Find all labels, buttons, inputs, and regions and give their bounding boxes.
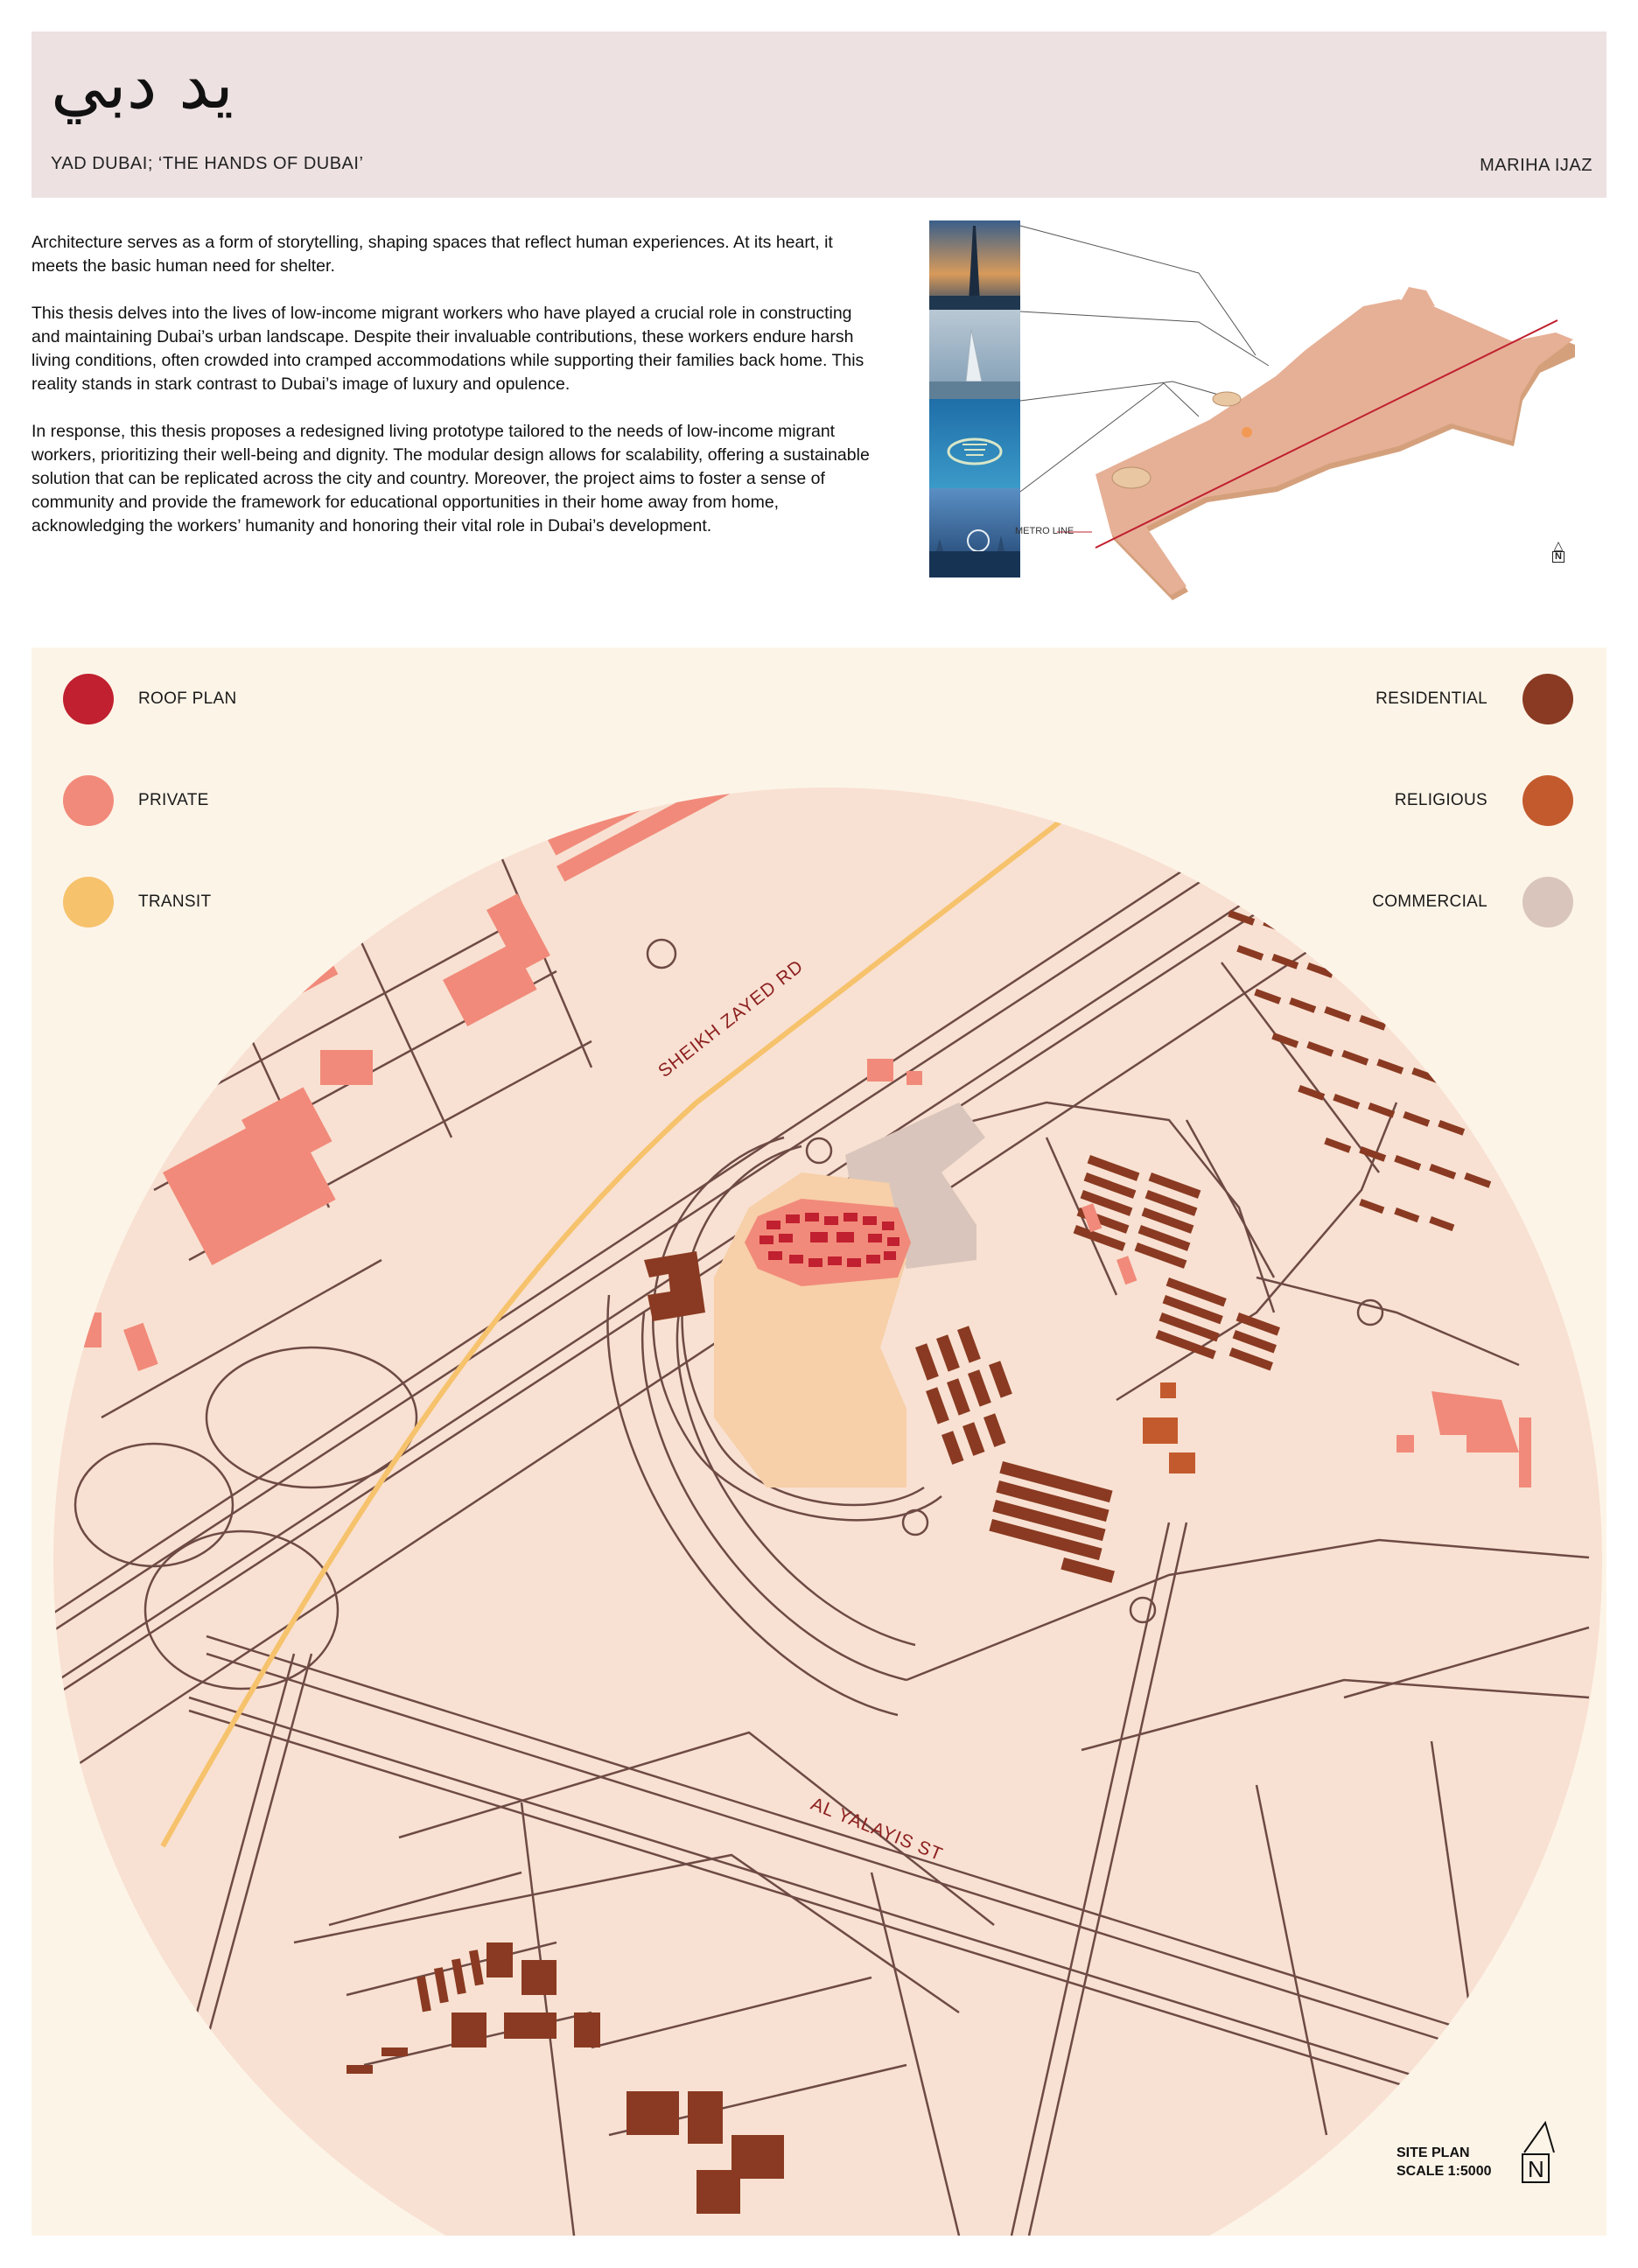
- road-label-sheikh-zayed: SHEIKH ZAYED RD: [654, 956, 808, 1082]
- legend-private: [63, 775, 209, 826]
- intro-paragraph-1: Architecture serves as a form of storytelling, shaping spaces that reflect human experiences. At its heart, it meets the basic human need for shelter.: [32, 233, 833, 276]
- north-label: N: [1528, 2156, 1544, 2182]
- legend-residential: [1376, 674, 1573, 724]
- legend-roof-plan: [63, 674, 237, 724]
- title-header: [32, 32, 1606, 198]
- roof-plan-pattern: [745, 1199, 911, 1286]
- legend-dot-private: [63, 775, 114, 826]
- legend-transit: [63, 877, 211, 928]
- site-plan-label: SITE PLAN: [1396, 2146, 1470, 2160]
- metro-line-label: METRO LINE: [1015, 526, 1074, 536]
- intro-paragraph-2: This thesis delves into the lives of low-income migrant workers who have played a crucial role in constructing and maintaining Dubai’s urban landscape. Despite their invaluable contributions, these workers endure harsh living conditions, often crowded into cramped accommodations while supporting their families back home. This reality stands in stark contrast to Dubai’s image of luxury and opulence.: [32, 304, 864, 394]
- author-name: MARIHA IJAZ: [1480, 156, 1592, 175]
- photo-palm-jumeirah: [929, 399, 1020, 488]
- legend-label-religious: RELIGIOUS: [1394, 791, 1488, 809]
- project-subtitle: YAD DUBAI; ‘THE HANDS OF DUBAI’: [51, 154, 364, 173]
- context-map: [910, 215, 1610, 600]
- photo-burj-al-arab: [929, 310, 1020, 399]
- legend-dot-roof-plan: [63, 674, 114, 724]
- legend-dot-residential: [1522, 674, 1573, 724]
- site-plan: [32, 648, 1606, 2236]
- photo-ain-dubai: [929, 488, 1020, 578]
- context-north-label: N: [1552, 551, 1564, 563]
- scale-label: SCALE 1:5000: [1396, 2164, 1492, 2179]
- legend-religious: [1395, 775, 1573, 826]
- legend-label-commercial: COMMERCIAL: [1372, 892, 1488, 911]
- dubai-landmass: [1057, 287, 1575, 600]
- road-label-al-yalayis: AL YALAYIS ST: [808, 1794, 946, 1866]
- intro-paragraph-3: In response, this thesis proposes a redesigned living prototype tailored to the needs of low-income migrant workers, prioritizing their well-being and dignity. The modular design allows for scalability, offering a sustainable solution that can be replicated across the city and country. Moreover, the project aims to foster a sense of community and provide the framework for educational opportunities in their home away from home, acknowledging the workers’ humanity and honoring their vital role in Dubai’s development.: [32, 422, 870, 536]
- legend-label-transit: TRANSIT: [138, 892, 212, 911]
- legend-dot-religious: [1522, 775, 1573, 826]
- legend-label-roof-plan: ROOF PLAN: [138, 690, 237, 708]
- scale-block: [1396, 2144, 1492, 2180]
- legend-commercial: [1372, 877, 1573, 928]
- arabic-title: يد دبي: [51, 46, 234, 124]
- photo-burj-khalifa: [929, 220, 1020, 310]
- context-map-panel: [910, 215, 1610, 600]
- legend-dot-transit: [63, 877, 114, 928]
- legend-dot-commercial: [1522, 877, 1573, 928]
- site-plan-map: [32, 648, 1606, 2236]
- context-north-arrow: △ N: [1553, 538, 1564, 562]
- legend-label-residential: RESIDENTIAL: [1376, 690, 1488, 708]
- north-arrow: [1519, 2118, 1563, 2192]
- legend-label-private: PRIVATE: [138, 791, 209, 809]
- intro-text: [32, 231, 880, 562]
